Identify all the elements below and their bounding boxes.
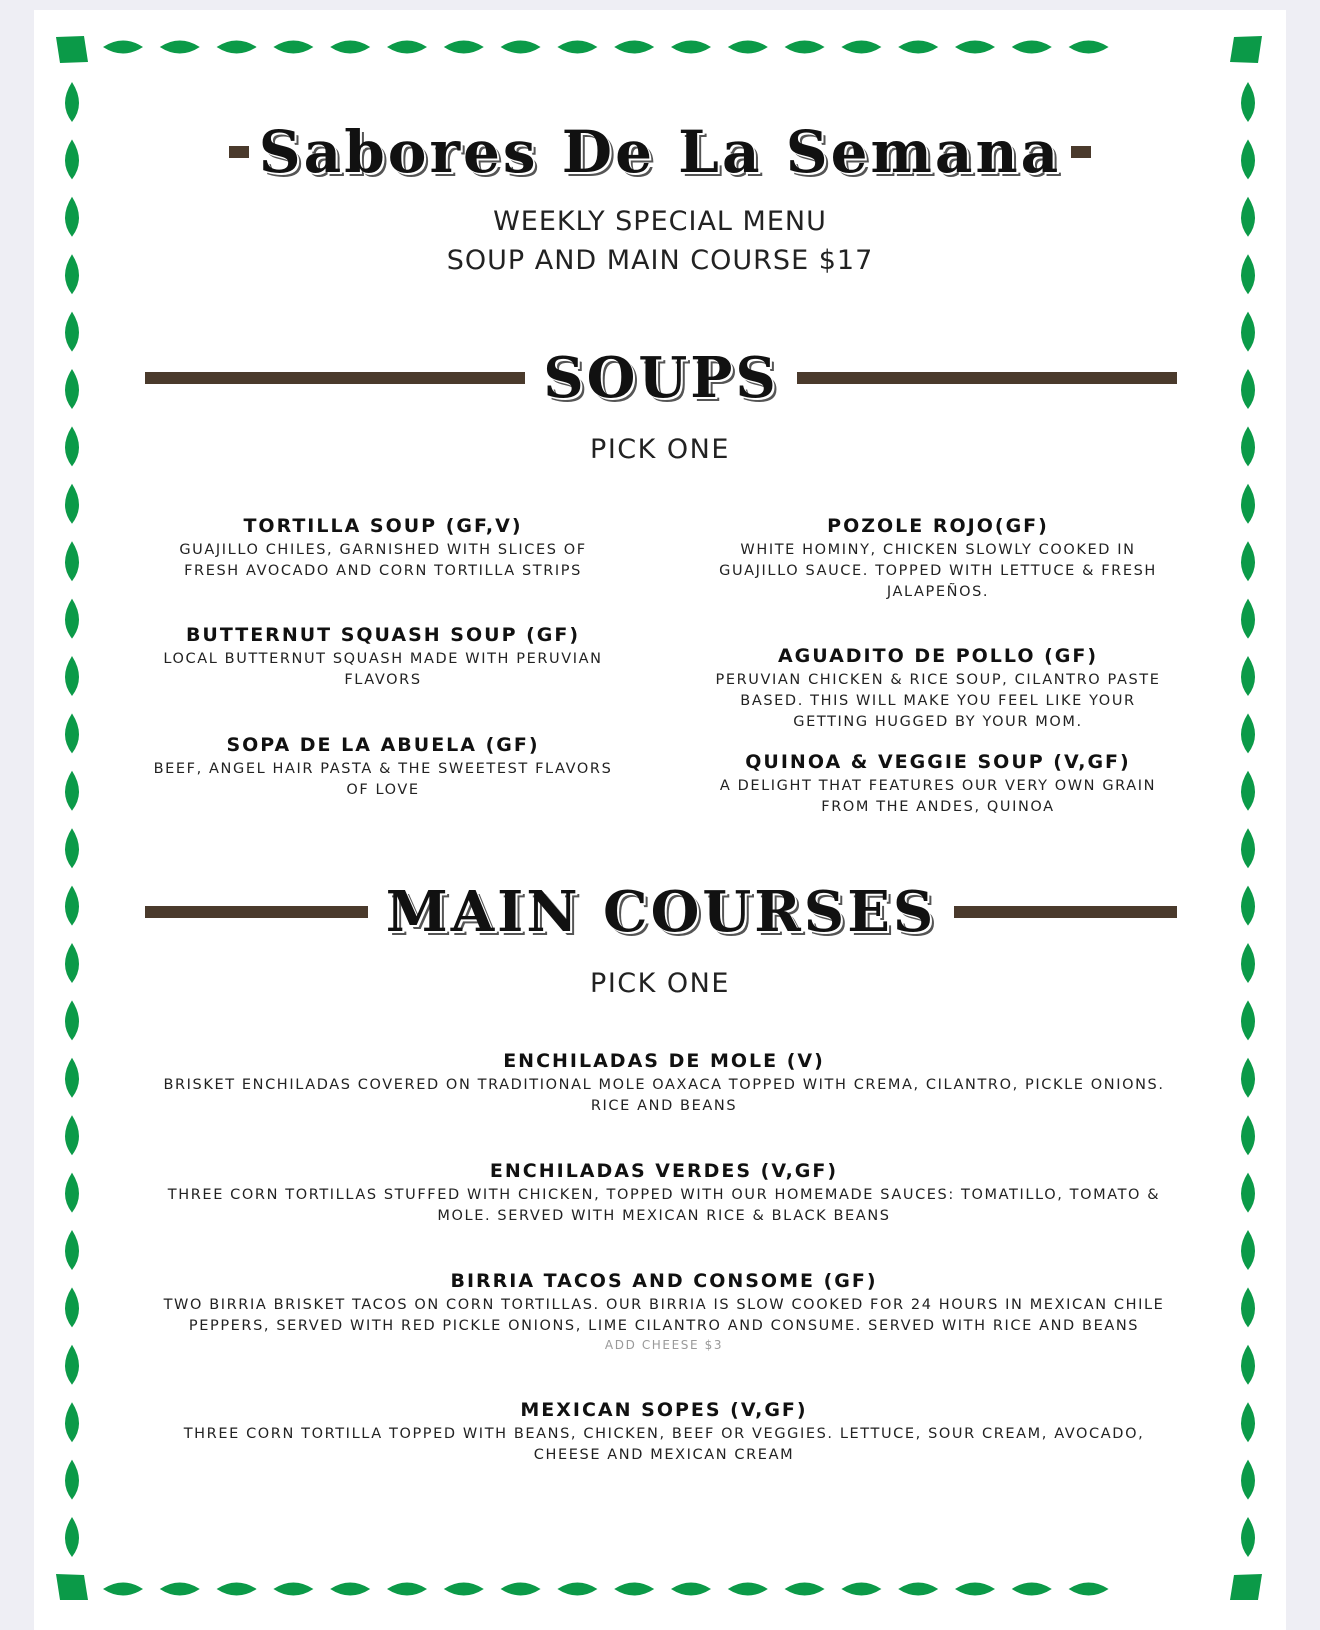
border-diamond: [728, 41, 768, 54]
soup-item: [150, 734, 616, 801]
border-diamond: [65, 771, 79, 811]
main-item: [148, 1270, 1180, 1352]
main-desc: TWO BIRRIA BRISKET TACOS ON CORN TORTILLAS. OUR BIRRIA IS SLOW COOKED FOR 24 HOURS IN MEXICAN CHILE PEPPERS, SERVED WITH RED PICKLE ONIONS, LIME CILANTRO AND CONSUME. SERVED WITH RICE AND BEANS: [163, 1297, 1165, 1334]
border-diamond: [955, 41, 995, 54]
border-diamond: [65, 1287, 79, 1327]
mains-heading: MAIN COURSES: [385, 879, 937, 945]
border-diamond: [65, 1058, 79, 1098]
corner-leaf: [56, 36, 88, 63]
border-diamond: [1241, 1287, 1255, 1327]
soup-item: [700, 645, 1176, 733]
main-item: [148, 1399, 1180, 1466]
main-item: [148, 1160, 1180, 1227]
border-diamond: [160, 1583, 200, 1596]
border-diamond: [65, 1402, 79, 1442]
border-diamond: [1241, 771, 1255, 811]
border-diamond: [1241, 599, 1255, 639]
soup-desc: LOCAL BUTTERNUT SQUASH MADE WITH PERUVIAN FLAVORS: [163, 651, 603, 688]
soup-desc: A DELIGHT THAT FEATURES OUR VERY OWN GRAIN FROM THE ANDES, QUINOA: [719, 778, 1157, 815]
title-left-bar: [229, 146, 249, 158]
menu-title: Sabores De La Semana: [258, 118, 1062, 186]
border-diamond: [65, 484, 79, 524]
border-diamond: [501, 1583, 541, 1596]
rule-right: [797, 372, 1177, 384]
border-diamond: [898, 41, 938, 54]
border-diamond: [1241, 312, 1255, 352]
mains-pick-one: PICK ONE: [590, 968, 730, 999]
main-note: ADD CHEESE $3: [604, 1338, 724, 1352]
corner-leaf: [1230, 36, 1262, 63]
border-diamond: [330, 1583, 370, 1596]
border-diamond: [785, 41, 825, 54]
border-diamond: [1241, 886, 1255, 926]
price-line: SOUP AND MAIN COURSE $17: [446, 245, 874, 276]
border-diamond: [1241, 541, 1255, 581]
main-name: ENCHILADAS VERDES (V,GF): [489, 1160, 839, 1182]
border-diamond: [65, 82, 79, 122]
border-diamond: [785, 1583, 825, 1596]
soup-item: [700, 751, 1176, 818]
border-diamond: [1241, 713, 1255, 753]
soup-name: QUINOA & VEGGIE SOUP (V,GF): [745, 751, 1131, 773]
border-diamond: [65, 886, 79, 926]
border-diamond: [1241, 82, 1255, 122]
border-diamond: [103, 1583, 143, 1596]
border-diamond: [217, 1583, 257, 1596]
soups-header: [145, 343, 1177, 413]
border-diamond: [65, 369, 79, 409]
soup-item: [150, 624, 616, 691]
border-diamond: [65, 713, 79, 753]
border-diamond: [217, 41, 257, 54]
border-diamond: [1241, 656, 1255, 696]
soup-name: POZOLE ROJO(GF): [827, 515, 1049, 537]
border-diamond: [557, 1583, 597, 1596]
border-diamond: [65, 312, 79, 352]
border-diamond: [1241, 1115, 1255, 1155]
border-diamond: [671, 41, 711, 54]
soup-desc: BEEF, ANGEL HAIR PASTA & THE SWEETEST FLAVORS OF LOVE: [153, 761, 613, 798]
border-diamond: [841, 1583, 881, 1596]
border-diamond: [1069, 1583, 1109, 1596]
border-diamond: [444, 41, 484, 54]
border-diamond: [614, 41, 654, 54]
main-desc: THREE CORN TORTILLAS STUFFED WITH CHICKEN, TOPPED WITH OUR HOMEMADE SAUCES: TOMATILLO, TOMATO & MOLE. SERVED WITH MEXICAN RICE & BLACK BEANS: [167, 1187, 1161, 1224]
border-diamond: [1241, 1230, 1255, 1270]
soup-name: AGUADITO DE POLLO (GF): [777, 645, 1099, 667]
border-diamond: [1069, 41, 1109, 54]
soup-desc: GUAJILLO CHILES, GARNISHED WITH SLICES OF FRESH AVOCADO AND CORN TORTILLA STRIPS: [179, 542, 587, 579]
soup-name: SOPA DE LA ABUELA (GF): [226, 734, 540, 756]
border-diamond: [65, 1517, 79, 1557]
soups-heading: SOUPS: [543, 345, 779, 411]
soup-desc: WHITE HOMINY, CHICKEN SLOWLY COOKED IN GUAJILLO SAUCE. TOPPED WITH LETTUCE & FRESH JALAPEÑOS.: [719, 542, 1157, 600]
main-name: MEXICAN SOPES (V,GF): [520, 1399, 808, 1421]
border-diamond: [614, 1583, 654, 1596]
corner-leaf: [1230, 1574, 1262, 1600]
border-diamond: [1241, 1460, 1255, 1500]
border-diamond: [387, 41, 427, 54]
border-diamond: [65, 1230, 79, 1270]
border-diamond: [444, 1583, 484, 1596]
border-diamond: [65, 1000, 79, 1040]
rule-right: [954, 906, 1177, 918]
border-diamond: [1241, 1173, 1255, 1213]
rule-left: [145, 906, 368, 918]
border-diamond: [65, 1115, 79, 1155]
menu-title-block: [0, 118, 1320, 186]
menu-subtitle: WEEKLY SPECIAL MENU: [493, 206, 827, 237]
mains-header: [145, 877, 1177, 947]
border-diamond: [1241, 369, 1255, 409]
border-diamond: [65, 541, 79, 581]
border-diamond: [898, 1583, 938, 1596]
soup-name: BUTTERNUT SQUASH SOUP (GF): [185, 624, 581, 646]
soup-item: [150, 515, 616, 582]
border-diamond: [273, 41, 313, 54]
border-diamond: [1012, 41, 1052, 54]
title-right-bar: [1071, 146, 1091, 158]
border-diamond: [65, 1460, 79, 1500]
border-diamond: [1241, 1517, 1255, 1557]
soup-item: [700, 515, 1176, 603]
border-diamond: [1241, 1000, 1255, 1040]
border-diamond: [387, 1583, 427, 1596]
border-diamond: [273, 1583, 313, 1596]
border-diamond: [65, 1345, 79, 1385]
main-item: [148, 1050, 1180, 1117]
border-diamond: [1241, 1058, 1255, 1098]
border-diamond: [1241, 828, 1255, 868]
border-diamond: [1241, 484, 1255, 524]
border-diamond: [557, 41, 597, 54]
border-diamond: [65, 656, 79, 696]
border-diamond: [1241, 1402, 1255, 1442]
rule-left: [145, 372, 525, 384]
main-desc: THREE CORN TORTILLA TOPPED WITH BEANS, CHICKEN, BEEF OR VEGGIES. LETTUCE, SOUR CREAM, AVOCADO, CHEESE AND MEXICAN CREAM: [183, 1426, 1145, 1463]
border-diamond: [671, 1583, 711, 1596]
soup-name: TORTILLA SOUP (GF,V): [243, 515, 523, 537]
border-diamond: [103, 41, 143, 54]
border-diamond: [160, 41, 200, 54]
soups-pick-one: PICK ONE: [590, 434, 730, 465]
border-diamond: [1012, 1583, 1052, 1596]
border-diamond: [955, 1583, 995, 1596]
border-diamond: [728, 1583, 768, 1596]
border-diamond: [841, 41, 881, 54]
soup-desc: PERUVIAN CHICKEN & RICE SOUP, CILANTRO PASTE BASED. THIS WILL MAKE YOU FEEL LIKE YOUR GETTING HUGGED BY YOUR MOM.: [715, 672, 1161, 730]
main-desc: BRISKET ENCHILADAS COVERED ON TRADITIONAL MOLE OAXACA TOPPED WITH CREMA, CILANTRO, PICKLE ONIONS. RICE AND BEANS: [163, 1077, 1165, 1114]
main-name: ENCHILADAS DE MOLE (V): [503, 1050, 825, 1072]
border-diamond: [65, 1173, 79, 1213]
corner-leaf: [56, 1574, 88, 1600]
border-diamond: [330, 41, 370, 54]
border-diamond: [65, 599, 79, 639]
border-diamond: [1241, 1345, 1255, 1385]
main-name: BIRRIA TACOS AND CONSOME (GF): [450, 1270, 878, 1292]
border-diamond: [65, 828, 79, 868]
border-diamond: [501, 41, 541, 54]
